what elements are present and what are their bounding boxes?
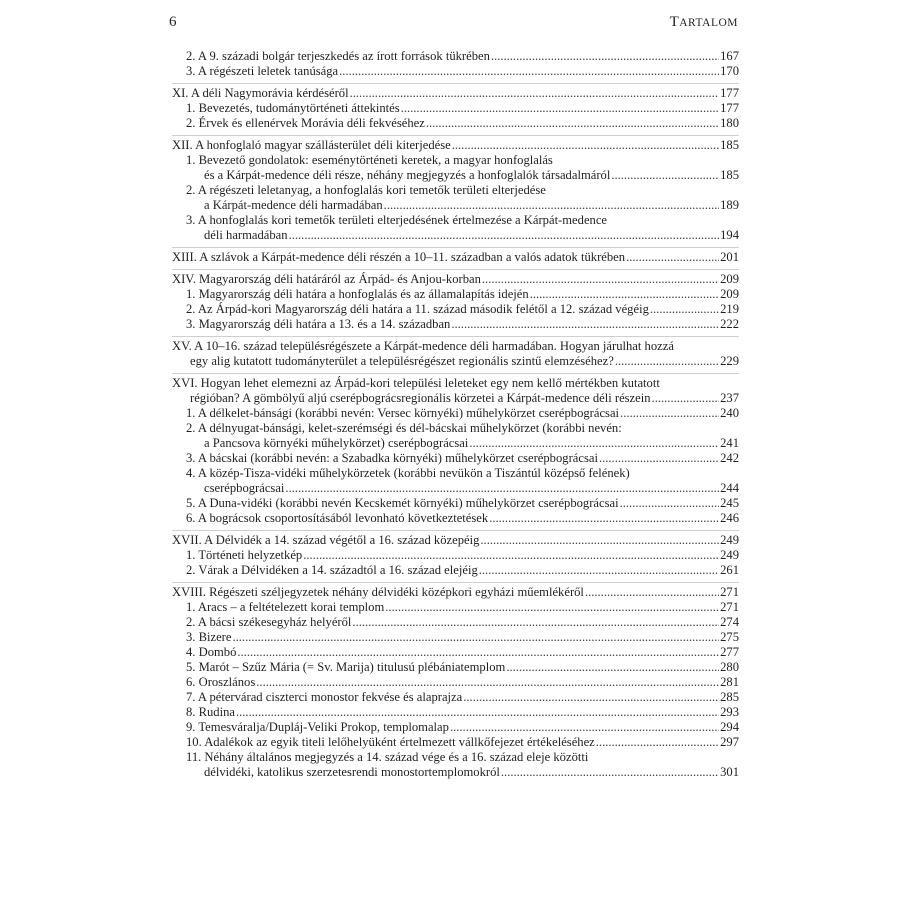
toc-entry-title: 1. Magyarország déli határa a honfoglalás és az államalapítás idején [186,287,529,301]
toc-page-number: 229 [720,354,739,368]
toc-entry-title: 3. Bizere [186,630,232,644]
toc-subentry[interactable] [172,705,739,720]
dot-leader [615,354,719,369]
toc-section [172,531,739,583]
toc-subentry[interactable] [172,563,739,578]
toc-page-number: 271 [720,585,739,599]
toc-section [172,49,739,84]
toc-entry-title: 8. Rudina [186,705,235,719]
toc-subentry[interactable] [172,317,739,332]
toc-page-number: 177 [720,101,739,115]
toc-page-number: 285 [720,690,739,704]
dot-leader [236,705,719,720]
toc-subentry[interactable] [172,511,739,526]
toc-section [172,248,739,270]
toc-entry-last-line [186,615,739,630]
toc-entry-last-line [186,451,739,466]
toc-subentry[interactable] [172,615,739,630]
toc-entry-line: 2. A délnyugat-bánsági, kelet-szerémségi és dél-bácskai műhelykörzet (korábbi nevén: [186,421,622,435]
dot-leader [596,735,719,750]
running-head-initial: T [669,14,680,30]
toc-section [172,583,739,784]
dot-leader [237,645,719,660]
dot-leader [482,272,719,287]
dot-leader [289,228,720,243]
toc-entry-line: 1. Bevezető gondolatok: eseménytörténeti keretek, a magyar honfoglalás [186,153,553,167]
toc-entry-last-line [186,690,739,705]
dot-leader [426,116,719,131]
toc-entry-last-line [172,533,739,548]
toc-entry-title: 1. Bevezetés, tudománytörténeti áttekintés [186,101,400,115]
dot-leader [626,250,719,265]
toc-section [172,84,739,136]
toc-page-number: 180 [720,116,739,130]
toc-entry-last-line [172,272,739,287]
toc-subentry[interactable] [172,421,739,451]
toc-page-number: 245 [720,496,739,510]
toc-chapter-entry[interactable] [172,533,739,548]
toc-chapter-entry[interactable] [172,272,739,287]
dot-leader [611,168,719,183]
dot-leader [452,138,719,153]
toc-entry-title: XIII. A szlávok a Kárpát-medence déli részén a 10–11. században a valós adatok tükrében [172,250,626,264]
toc-entry-last-line [186,720,739,735]
toc-entry-title: 4. Dombó [186,645,237,659]
toc-page-number: 209 [720,272,739,286]
toc-entry-title: 10. Adalékok az egyik titeli lelőhelyüként értelmezett vállkőfejezet értékeléséhez [186,735,595,749]
toc-entry-line: XV. A 10–16. század településrégészete a Kárpát-medence déli harmadában. Hogyan járulhat hozzá [172,339,674,353]
toc-entry-line: 4. A közép-Tisza-vidéki műhelykörzetek (korábbi nevükön a Tiszántúl középső felének) [186,466,630,480]
toc-entry-last-line [186,630,739,645]
dot-leader [652,391,720,406]
toc-entry-title: 3. Magyarország déli határa a 13. és a 14. században [186,317,451,331]
toc-entry-title: XVIII. Régészeti széljegyzetek néhány délvidéki középkori egyházi műemlékéről [172,585,584,599]
toc-entry-last-line [186,406,739,421]
toc-subentry[interactable] [172,64,739,79]
dot-leader [384,198,719,213]
toc-entry-title: 1. Történeti helyzetkép [186,548,303,562]
toc-entry-last-line [186,198,739,213]
toc-entry-last-line [186,302,739,317]
dot-leader [506,660,719,675]
dot-leader [303,548,719,563]
toc-entry-last-line [186,660,739,675]
toc-entry-last-line [186,511,739,526]
toc-subentry[interactable] [172,720,739,735]
toc-entry-last-line [186,436,739,451]
toc-entry-last-line [172,250,739,265]
toc-entry-title: 1. Aracs – a feltételezett korai templom [186,600,385,614]
dot-leader [232,630,719,645]
toc-entry-title: 6. Oroszlános [186,675,256,689]
dot-leader [650,302,719,317]
toc-subentry[interactable] [172,548,739,563]
toc-entry-title: a Pancsova környéki műhelykörzet) cserépbográcsai [204,436,469,450]
toc-entry-title: 6. A bográcsok csoportosításából levonható következtetések [186,511,489,525]
toc-page-number: 177 [720,86,739,100]
toc-subentry[interactable] [172,406,739,421]
toc-page-number: 277 [720,645,739,659]
toc-section [172,337,739,374]
toc-entry-last-line [186,645,739,660]
toc-entry-last-line [186,481,739,496]
toc-entry-last-line [186,101,739,116]
toc-subentry[interactable] [172,600,739,615]
dot-leader [599,451,719,466]
toc-subentry[interactable] [172,213,739,243]
dot-leader [256,675,719,690]
toc-entry-title: 2. Várak a Délvidéken a 14. századtól a 16. század elejéig [186,563,478,577]
toc-entry-line: 3. A honfoglalás kori temetők területi elterjedésének értelmezése a Kárpát-medence [186,213,608,227]
dot-leader [489,511,719,526]
toc-subentry[interactable] [172,735,739,750]
dot-leader [530,287,719,302]
toc-chapter-entry[interactable] [172,86,739,101]
toc-page-number: 222 [720,317,739,331]
dot-leader [620,496,720,511]
toc-entry-last-line [172,138,739,153]
toc-entry-title: régióban? A gömbölyű aljú cserépbográcsregionális körzetei a Kárpát-medence déli részein [190,391,651,405]
toc-entry-title: 2. A 9. századi bolgár terjeszkedés az írott források tükrében [186,49,490,63]
toc-page-number: 274 [720,615,739,629]
toc-entry-title: 3. A régészeti leletek tanúsága [186,64,339,78]
toc-page-number: 209 [720,287,739,301]
toc-subentry[interactable] [172,302,739,317]
toc-chapter-entry[interactable] [172,339,739,369]
toc-page-number: 244 [720,481,739,495]
dot-leader [285,481,719,496]
dot-leader [385,600,719,615]
dot-leader [501,765,719,780]
page-header [169,14,738,36]
toc-entry-title: a Kárpát-medence déli harmadában [204,198,383,212]
toc-entry-title: 2. Érvek és ellenérvek Morávia déli fekvéséhez [186,116,425,130]
toc-entry-title: egy alig kutatott tudományterület a településrégészet regionális szintű elemzéséhez? [190,354,614,368]
toc-page-number: 201 [720,250,739,264]
toc-entry-last-line [186,705,739,720]
toc-entry-last-line [172,585,739,600]
toc-page-number: 194 [720,228,739,242]
table-of-contents [172,49,739,784]
toc-subentry[interactable] [172,690,739,705]
toc-entry-title: 9. Temesváralja/Dupláj-Veliki Prokop, templomalap [186,720,449,734]
toc-subentry[interactable] [172,116,739,131]
toc-entry-title: XI. A déli Nagymorávia kérdéséről [172,86,349,100]
running-head-rest: ARTALOM [679,17,738,29]
toc-page-number: 297 [720,735,739,749]
dot-leader [352,615,719,630]
toc-page-number: 301 [720,765,739,779]
toc-page-number: 237 [720,391,739,405]
toc-entry-last-line [186,600,739,615]
toc-page-number: 271 [720,600,739,614]
toc-page-number: 280 [720,660,739,674]
dot-leader [479,563,719,578]
toc-page-number: 185 [720,138,739,152]
toc-entry-title: 3. A bácskai (korábbi nevén: a Szabadka környéki) műhelykörzet cserépbográcsai [186,451,598,465]
toc-entry-title: délvidéki, katolikus szerzetesrendi monostortemplomokról [204,765,500,779]
toc-page-number: 240 [720,406,739,420]
dot-leader [480,533,719,548]
toc-page-number: 261 [720,563,739,577]
toc-entry-last-line [186,675,739,690]
toc-page-number: 275 [720,630,739,644]
page-number: 6 [169,14,177,30]
toc-subentry[interactable] [172,496,739,511]
toc-section [172,374,739,531]
toc-subentry[interactable] [172,645,739,660]
toc-subentry[interactable] [172,750,739,780]
toc-entry-last-line [186,228,739,243]
toc-page-number: 293 [720,705,739,719]
toc-entry-title: 5. A Duna-vidéki (korábbi nevén Kecskemét környéki) műhelykörzet cserépbográcsai [186,496,619,510]
toc-entry-line: 11. Néhány általános megjegyzés a 14. század vége és a 16. század eleje közötti [186,750,589,764]
toc-entry-last-line [186,116,739,131]
dot-leader [350,86,720,101]
toc-subentry[interactable] [172,287,739,302]
toc-entry-last-line [186,49,739,64]
toc-subentry[interactable] [172,630,739,645]
toc-entry-last-line [186,765,739,780]
toc-entry-title: és a Kárpát-medence déli része, néhány megjegyzés a honfoglalók társadalmáról [204,168,611,182]
toc-chapter-entry[interactable] [172,138,739,153]
toc-page-number: 249 [720,548,739,562]
toc-entry-title: 5. Marót – Szűz Mária (= Sv. Marija) titulusú plébániatemplom [186,660,506,674]
toc-entry-title: déli harmadában [204,228,288,242]
toc-page-number: 246 [720,511,739,525]
toc-entry-last-line [172,86,739,101]
toc-page-number: 249 [720,533,739,547]
dot-leader [450,720,719,735]
dot-leader [339,64,719,79]
dot-leader [463,690,719,705]
toc-chapter-entry[interactable] [172,376,739,406]
toc-section [172,136,739,248]
toc-entry-last-line [186,735,739,750]
toc-entry-title: XII. A honfoglaló magyar szállásterület déli kiterjedése [172,138,451,152]
dot-leader [469,436,719,451]
toc-subentry[interactable] [172,183,739,213]
dot-leader [620,406,719,421]
toc-entry-last-line [172,354,739,369]
dot-leader [491,49,719,64]
toc-entry-title: 7. A pétervárad ciszterci monostor fekvése és alaprajza [186,690,463,704]
dot-leader [585,585,719,600]
toc-entry-last-line [186,64,739,79]
toc-entry-title: XVII. A Délvidék a 14. század végétől a 16. század közepéig [172,533,480,547]
dot-leader [451,317,719,332]
toc-subentry[interactable] [172,101,739,116]
toc-page-number: 185 [720,168,739,182]
toc-subentry[interactable] [172,49,739,64]
toc-entry-last-line [172,391,739,406]
toc-subentry[interactable] [172,153,739,183]
toc-section [172,270,739,337]
toc-chapter-entry[interactable] [172,585,739,600]
toc-entry-title: 2. A bácsi székesegyház helyéről [186,615,352,629]
toc-subentry[interactable] [172,660,739,675]
dot-leader [401,101,719,116]
toc-entry-last-line [186,563,739,578]
toc-page-number: 242 [720,451,739,465]
toc-subentry[interactable] [172,451,739,466]
toc-entry-line: XVI. Hogyan lehet elemezni az Árpád-kori települési leleteket egy nem kellő mértékben kutatott [172,376,660,390]
toc-subentry[interactable] [172,466,739,496]
toc-entry-title: 1. A délkelet-bánsági (korábbi nevén: Versec környéki) műhelykörzet cserépbográcsai [186,406,620,420]
toc-page-number: 170 [720,64,739,78]
toc-page-number: 294 [720,720,739,734]
toc-page-number: 167 [720,49,739,63]
toc-page-number: 189 [720,198,739,212]
toc-chapter-entry[interactable] [172,250,739,265]
toc-page-number: 241 [720,436,739,450]
toc-page-number: 281 [720,675,739,689]
toc-entry-last-line [186,317,739,332]
toc-entry-last-line [186,548,739,563]
toc-entry-last-line [186,496,739,511]
toc-entry-line: 2. A régészeti leletanyag, a honfoglalás kori temetők területi elterjedése [186,183,546,197]
toc-entry-last-line [186,168,739,183]
toc-subentry[interactable] [172,675,739,690]
toc-entry-last-line [186,287,739,302]
running-head [670,14,738,31]
toc-entry-title: XIV. Magyarország déli határáról az Árpád- és Anjou-korban [172,272,481,286]
toc-entry-title: 2. Az Árpád-kori Magyarország déli határa a 11. század második felétől a 12. század végéig [186,302,649,316]
toc-page-number: 219 [720,302,739,316]
toc-entry-title: cserépbográcsai [204,481,285,495]
